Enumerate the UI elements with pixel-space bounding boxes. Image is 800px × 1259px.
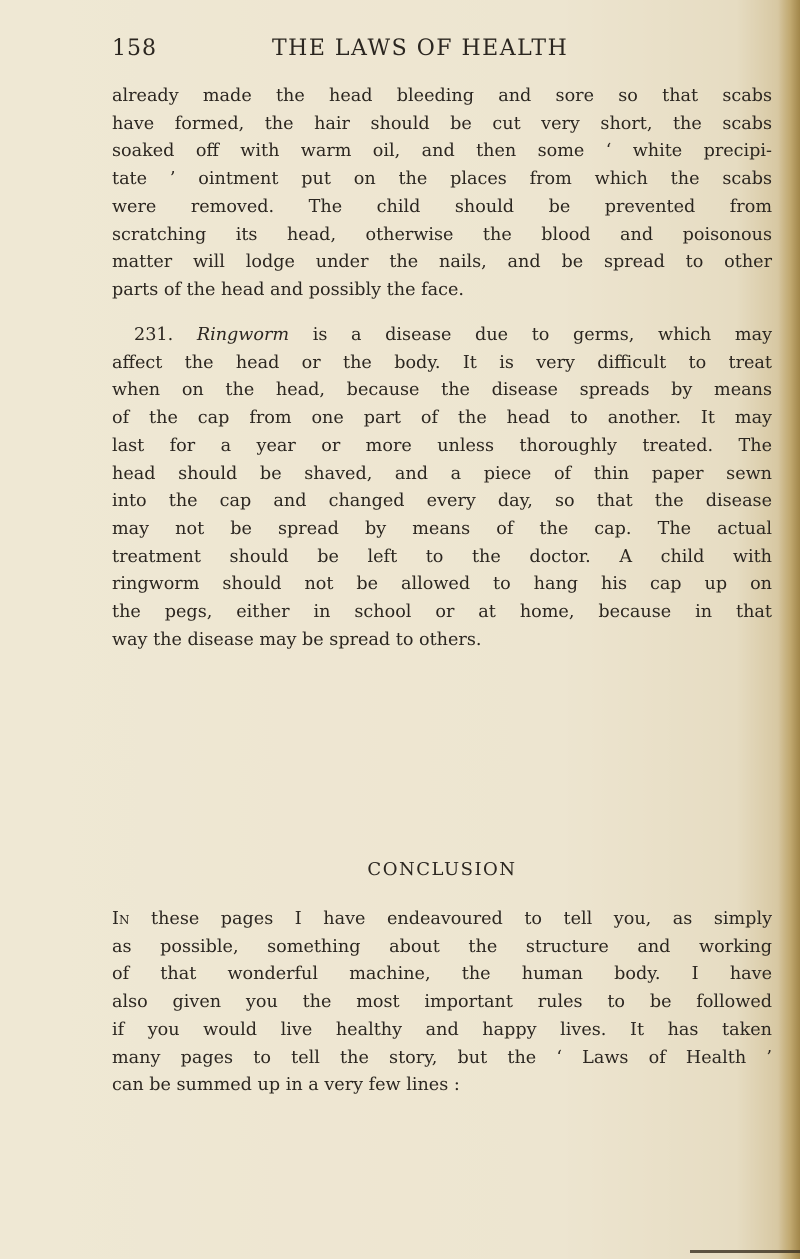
lead-word: In bbox=[112, 909, 130, 929]
paragraph-first-line bbox=[112, 322, 772, 350]
text-line: head should be shaved, and a piece of thin paper sewn bbox=[112, 463, 772, 484]
text-line: parts of the head and possibly the face. bbox=[112, 279, 464, 300]
text-line: as possible, something about the structure and working bbox=[112, 936, 772, 957]
text-line: if you would live healthy and happy lives. It has taken bbox=[112, 1019, 772, 1040]
text-line: way the disease may be spread to others. bbox=[112, 629, 482, 650]
text-line: into the cap and changed every day, so that the disease bbox=[112, 491, 772, 512]
text-line: of the cap from one part of the head to another. It may bbox=[112, 408, 772, 429]
text-line: may not be spread by means of the cap. The actual bbox=[112, 518, 772, 539]
text-line: also given you the most important rules to be followed bbox=[112, 992, 772, 1013]
paragraph-first-line bbox=[112, 906, 772, 934]
text-line: many pages to tell the story, but the ‘ Laws of Health ’ bbox=[112, 1047, 772, 1068]
section-term: Ringworm bbox=[196, 325, 290, 345]
text-line: tate ’ ointment put on the places from which the scabs bbox=[112, 169, 772, 190]
page-edge-mark bbox=[690, 1250, 800, 1253]
text-line: can be summed up in a very few lines : bbox=[112, 1075, 460, 1096]
text-line: affect the head or the body. It is very difficult to treat bbox=[112, 352, 772, 373]
section-number: 231. bbox=[134, 325, 174, 345]
page-edge-shadow bbox=[778, 0, 800, 1259]
text-line: scratching its head, otherwise the blood and poisonous bbox=[112, 224, 772, 245]
text-line: soaked off with warm oil, and then some ‘ white precipi- bbox=[112, 141, 772, 162]
running-head bbox=[112, 36, 772, 66]
text-line: treatment should be left to the doctor. A child with bbox=[112, 546, 772, 567]
text-line: already made the head bleeding and sore so that scabs bbox=[112, 86, 772, 106]
first-line-text: these pages I have endeavoured to tell you, as simply bbox=[151, 909, 773, 929]
paragraph-conclusion bbox=[112, 906, 772, 1100]
text-line: last for a year or more unless thoroughly treated. The bbox=[112, 435, 772, 456]
first-line-text: is a disease due to germs, which may bbox=[312, 325, 773, 345]
text-line: ringworm should not be allowed to hang his cap up on bbox=[112, 574, 772, 595]
running-title: THE LAWS OF HEALTH bbox=[272, 36, 569, 61]
text-line: when on the head, because the disease spreads by means bbox=[112, 380, 772, 401]
paragraph-ringworm bbox=[112, 322, 772, 654]
text-line: were removed. The child should be prevented from bbox=[112, 196, 772, 217]
text-line: of that wonderful machine, the human body. I have bbox=[112, 964, 772, 985]
paragraph-continuation bbox=[112, 83, 772, 305]
page-number: 158 bbox=[112, 36, 157, 61]
text-line: matter will lodge under the nails, and be spread to other bbox=[112, 252, 772, 273]
text-line: have formed, the hair should be cut very short, the scabs bbox=[112, 113, 772, 134]
text-line: the pegs, either in school or at home, because in that bbox=[112, 602, 772, 623]
section-heading: CONCLUSION bbox=[367, 859, 517, 880]
